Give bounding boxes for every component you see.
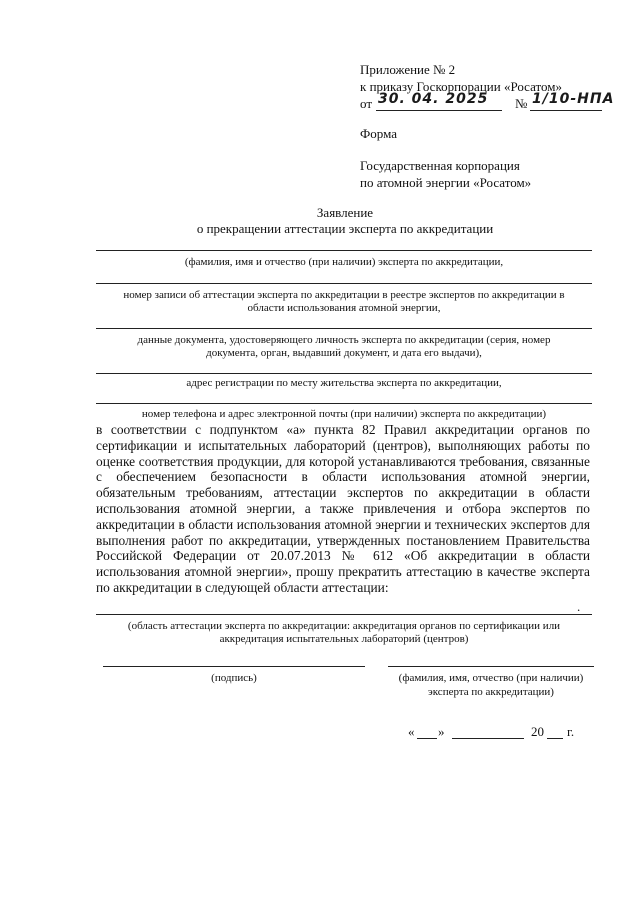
signer-name-caption-1: (фамилия, имя, отчество (при наличии): [398, 672, 584, 684]
date-year-prefix: 20: [531, 724, 544, 739]
signer-name-line[interactable]: [388, 666, 594, 667]
date-day-line[interactable]: [417, 738, 437, 739]
record-field-line[interactable]: [96, 283, 592, 284]
signature-caption: (подпись): [211, 672, 257, 684]
contact-field-line[interactable]: [96, 403, 592, 404]
id-field-caption-1: данные документа, удостоверяющего личность эксперта по аккредитации (серия, номер: [137, 334, 551, 346]
area-field-dot: .: [577, 599, 581, 614]
order-reference: к приказу Госкорпорации «Росатом»: [360, 79, 563, 94]
name-field-caption: (фамилия, имя и отчество (при наличии) эксперта по аккредитации,: [184, 256, 504, 268]
org-name-line2: по атомной энергии «Росатом»: [360, 175, 532, 190]
org-name-line1: Государственная корпорация: [360, 158, 520, 173]
name-field-line[interactable]: [96, 250, 592, 251]
address-field-line[interactable]: [96, 373, 592, 374]
signature-line[interactable]: [103, 666, 365, 667]
document-title: Заявление: [316, 205, 374, 220]
date-year-line[interactable]: [547, 738, 563, 739]
contact-field-caption: номер телефона и адрес электронной почты (при наличии) эксперта по аккредитации): [141, 408, 547, 420]
record-field-caption-1: номер записи об аттестации эксперта по аккредитации в реестре экспертов по аккредитации в: [123, 289, 565, 301]
order-number-label: №: [515, 96, 528, 111]
signer-name-caption-2: эксперта по аккредитации): [428, 686, 554, 698]
form-label: Форма: [360, 126, 397, 141]
order-number-handwritten: 1/10-НПА: [532, 91, 615, 107]
area-field-caption-2: аккредитация испытательных лабораторий (центров): [219, 633, 469, 645]
date-year-suffix: г.: [567, 724, 575, 739]
order-date-handwritten: 30. 04. 2025: [378, 91, 489, 107]
statement-paragraph: в соответствии с подпунктом «а» пункта 82 Правил аккредитации органов по сертификации и испытательных лабораторий (центров), выполняющих работы по оценке соответствия продукции, для которой устанавливаются требования, связанные с обеспечением безопасности в области использования атомной энергии, обязательным требованиям, аттестации экспертов по аккредитации в области использования атомной энергии, а также привлечения и отбора экспертов по аккредитации в области использования атомной энергии и технических экспертов для выполнения работ по аккредитации, утвержденных постановлением Правительства Российской Федерации от 20.07.2013 № 612 «Об аккредитации в области использования атомной энергии», прошу прекратить аттестацию в качестве эксперта по аккредитации в следующей области аттестации:: [96, 422, 590, 595]
order-number-line: [530, 110, 602, 111]
date-close-quote: »: [438, 724, 445, 739]
order-from-label: от: [360, 96, 373, 111]
area-field-line[interactable]: [96, 614, 592, 615]
id-field-line[interactable]: [96, 328, 592, 329]
order-date-line: [376, 110, 502, 111]
date-open-quote: «: [408, 724, 415, 739]
id-field-caption-2: документа, орган, выдавший документ, и дата его выдачи),: [206, 347, 482, 359]
document-subtitle: о прекращении аттестации эксперта по аккредитации: [196, 221, 494, 236]
address-field-caption: адрес регистрации по месту жительства эксперта по аккредитации,: [186, 377, 502, 389]
appendix-label: Приложение № 2: [360, 62, 456, 77]
record-field-caption-2: области использования атомной энергии,: [247, 302, 441, 314]
area-field-caption-1: (область аттестации эксперта по аккредитации: аккредитация органов по сертификации или: [127, 620, 561, 632]
date-month-line[interactable]: [452, 738, 524, 739]
